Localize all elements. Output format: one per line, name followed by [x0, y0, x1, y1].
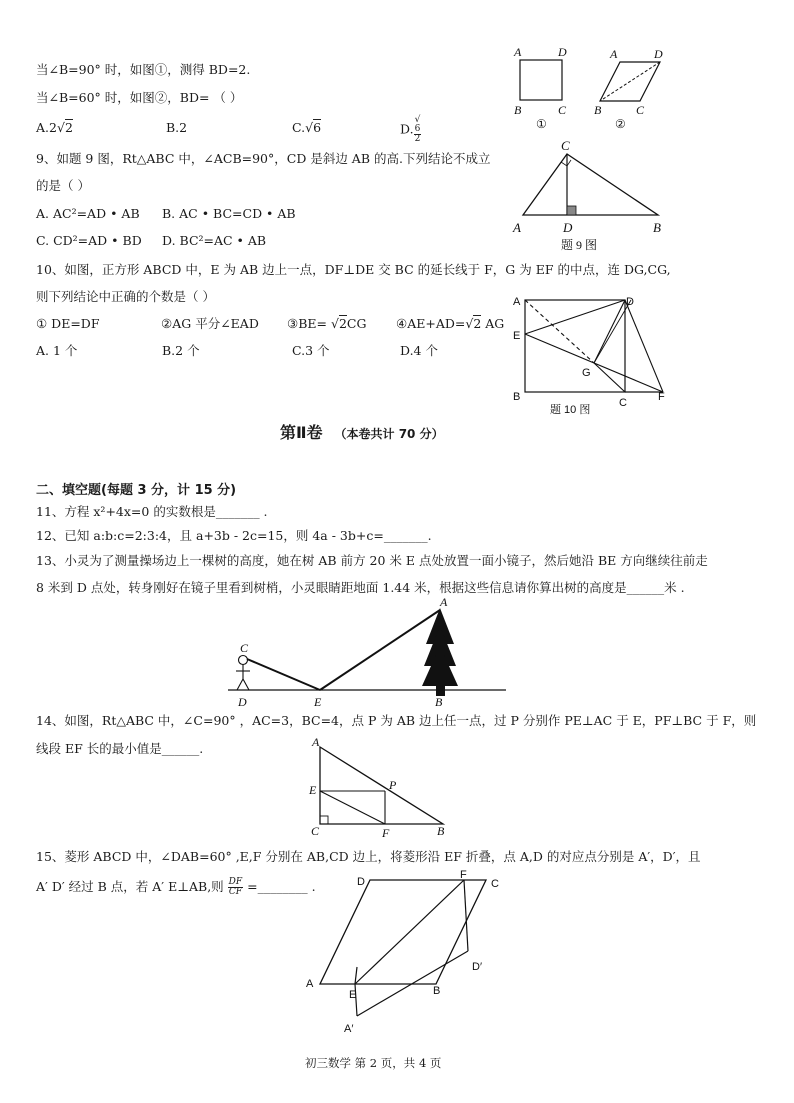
svg-text:D: D	[357, 876, 365, 888]
q10-option-a: A. 1 个	[36, 343, 78, 358]
q8-line2: 当∠B=60° 时，如图②，BD= （ ）	[36, 90, 243, 105]
svg-text:D′: D′	[472, 961, 483, 973]
q15-line2: A′ D′ 经过 B 点，若 A′ E⊥AB,则 $\frac{DF}{CF}$ =________ .	[36, 877, 316, 897]
svg-text:F: F	[658, 391, 665, 403]
svg-text:G: G	[582, 367, 591, 379]
svg-text:A: A	[610, 47, 618, 61]
svg-text:题 10 图: 题 10 图	[550, 404, 591, 416]
svg-text:C: C	[636, 103, 645, 117]
figure-rhombus	[594, 47, 663, 131]
q15-line1: 15、菱形 ABCD 中，∠DAB=60° ,E,F 分别在 AB,CD 边上，将菱形沿 EF 折叠，点 A,D 的对应点分别是 A′，D′，且	[36, 849, 701, 864]
radicand: 2	[473, 316, 482, 331]
svg-text:P: P	[389, 778, 397, 792]
q9-line1: 9、如题 9 图，Rt△ABC 中，∠ACB=90°，CD 是斜边 AB 的高.下列结论不成立	[36, 151, 491, 166]
q9-figure	[505, 138, 680, 256]
q8-figure	[508, 40, 688, 135]
svg-text:E: E	[349, 989, 357, 1001]
q8-option-a: A.2√2	[36, 120, 73, 135]
svg-text:A: A	[312, 735, 320, 749]
svg-text:题 9 图: 题 9 图	[561, 238, 598, 252]
q9-line2: 的是（ ）	[36, 178, 90, 193]
q10-figure	[508, 290, 683, 415]
part2-title: 第Ⅱ卷	[280, 423, 323, 442]
svg-text:C: C	[311, 824, 320, 838]
svg-text:D: D	[654, 47, 663, 61]
svg-text:D: D	[563, 220, 573, 235]
q10-line1: 10、如图，正方形 ABCD 中，E 为 AB 边上一点，DF⊥DE 交 BC 的延长线于 F，G 为 EF 的中点，连 DG,CG,	[36, 262, 671, 277]
q14-line1: 14、如图，Rt△ABC 中，∠C=90° ，AC=3，BC=4，点 P 为 AB 边上任一点，过 P 分别作 PE⊥AC 于 E，PF⊥BC 于 F，则	[36, 713, 757, 728]
svg-text:D: D	[558, 45, 567, 59]
q8-option-c: C.√6	[292, 120, 322, 135]
svg-text:F: F	[382, 826, 390, 840]
q10-statement-2: ②AG 平分∠EAD	[161, 316, 259, 331]
svg-text:E: E	[513, 330, 521, 342]
svg-text:B: B	[437, 824, 445, 838]
q14-line2: 线段 EF 长的最小值是______.	[36, 741, 204, 756]
svg-text:C: C	[561, 138, 570, 153]
svg-text:A: A	[440, 595, 448, 609]
fraction: √ 6 2	[414, 115, 421, 144]
svg-text:B: B	[514, 103, 522, 117]
q9-option-d: D. BC²=AC • AB	[162, 233, 267, 248]
q8-option-b: B.2	[166, 120, 188, 135]
svg-text:B: B	[433, 985, 441, 997]
q14-figure	[305, 734, 465, 840]
svg-text:C: C	[619, 397, 627, 409]
svg-text:E: E	[309, 783, 317, 797]
q9-option-a: A. AC²=AD • AB	[36, 206, 140, 221]
q11: 11、方程 x²+4x=0 的实数根是_______ .	[36, 504, 268, 519]
page-footer: 初三数学 第 2 页，共 4 页	[305, 1056, 442, 1070]
svg-text:A: A	[306, 978, 314, 990]
svg-text:②: ②	[615, 117, 626, 131]
q10-option-c: C.3 个	[292, 343, 330, 358]
q8-option-d: D. √ 6 2	[400, 115, 421, 144]
svg-text:E: E	[314, 695, 322, 709]
svg-text:A: A	[513, 296, 521, 308]
svg-text:C: C	[558, 103, 567, 117]
q10-option-d: D.4 个	[400, 343, 438, 358]
q10-statement-3: ③BE= √2CG	[287, 316, 367, 331]
svg-text:D: D	[626, 296, 634, 308]
q13-line1: 13、小灵为了测量操场边上一棵树的高度，她在树 AB 前方 20 米 E 点处放置一面小镜子，然后她沿 BE 方向继续往前走	[36, 553, 708, 568]
q10-statement-4: ④AE+AD=√2 AG	[396, 316, 505, 331]
section2-heading: 二、填空题(每题 3 分，计 15 分)	[36, 483, 237, 498]
q10-statement-1: ① DE=DF	[36, 316, 100, 331]
svg-text:①: ①	[536, 117, 547, 131]
part2-subtitle: （本卷共计 70 分）	[334, 427, 444, 441]
radicand: 2	[64, 120, 73, 135]
svg-text:B: B	[435, 695, 443, 709]
radicand: 2	[338, 316, 347, 331]
q10-line2: 则下列结论中正确的个数是（ ）	[36, 289, 215, 304]
q15-figure	[300, 866, 510, 1044]
part2-header	[280, 423, 444, 444]
fraction-df-cf: $\frac{DF}{CF}$	[228, 877, 243, 897]
svg-text:C: C	[240, 641, 249, 655]
svg-text:D: D	[238, 695, 247, 709]
q9-option-b: B. AC • BC=CD • AB	[162, 206, 296, 221]
svg-text:B: B	[594, 103, 602, 117]
svg-text:B: B	[653, 220, 661, 235]
q8-line1: 当∠B=90° 时，如图①，测得 BD=2.	[36, 62, 251, 77]
svg-text:B: B	[513, 391, 521, 403]
q9-option-c: C. CD²=AD • BD	[36, 233, 142, 248]
figure-square	[513, 45, 567, 131]
q13-line2: 8 米到 D 点处，转身刚好在镜子里看到树梢，小灵眼睛距地面 1.44 米，根据这些信息请你算出树的高度是______米 .	[36, 580, 685, 595]
q12: 12、已知 a:b:c=2:3:4，且 a+3b - 2c=15，则 4a - 3b+c=_______.	[36, 528, 432, 543]
svg-text:A′: A′	[344, 1023, 354, 1035]
radicand: 6	[313, 120, 322, 135]
svg-text:F: F	[460, 869, 467, 881]
q10-option-b: B.2 个	[162, 343, 200, 358]
svg-text:A: A	[513, 220, 521, 235]
svg-text:C: C	[491, 878, 499, 890]
q13-figure	[228, 592, 508, 710]
svg-text:A: A	[514, 45, 522, 59]
